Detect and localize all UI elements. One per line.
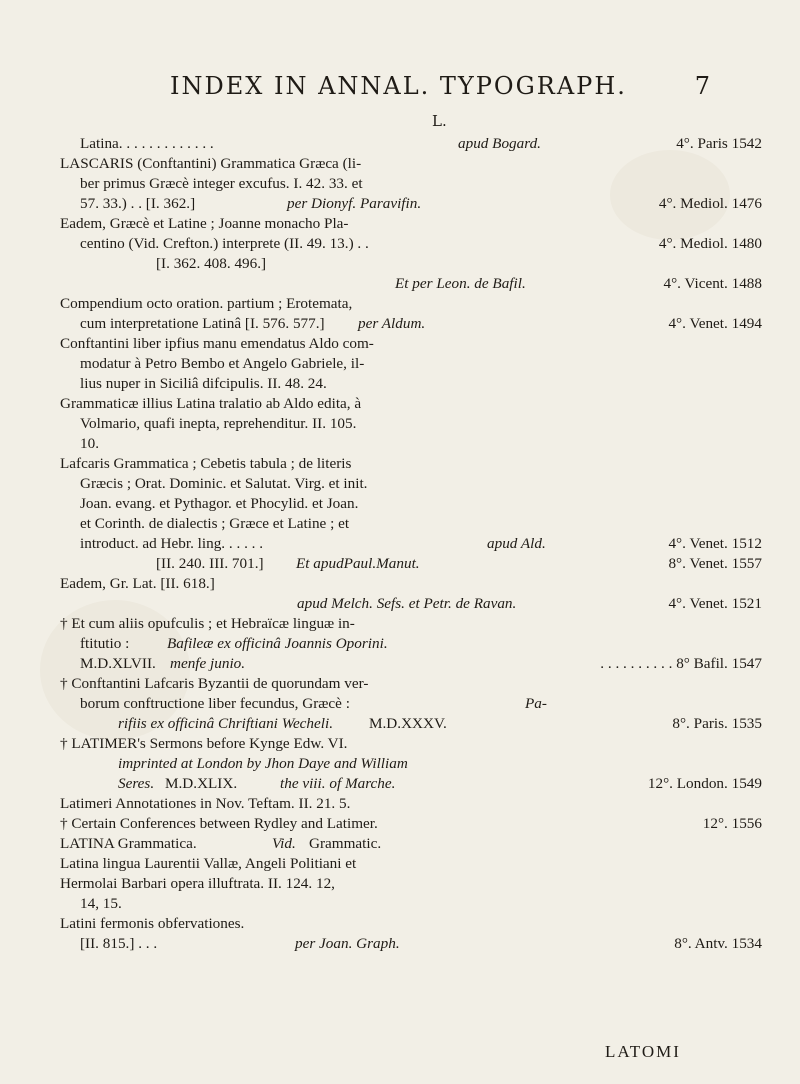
entry-printer: Pa-: [525, 695, 547, 712]
entry-line-text: Græcis ; Orat. Dominic. et Salutat. Virg. et init.: [80, 475, 368, 492]
entry-imprint: 4°. Vicent. 1488: [663, 275, 762, 292]
entry-line-text: cum interpretatione Latinâ [I. 576. 577.]: [80, 315, 325, 332]
entry-imprint: 8°. Antv. 1534: [674, 935, 762, 952]
entry-line-text: † Certain Conferences between Rydley and Latimer.: [60, 815, 378, 832]
entry-line-text: 57. 33.) . . [I. 362.]: [80, 195, 196, 212]
entry-line-text: LASCARIS (Conftantini) Grammatica Græca (li-: [60, 155, 362, 172]
entry-imprint: 8°. Paris. 1535: [672, 715, 762, 732]
entry-printer: per Joan. Graph.: [295, 935, 400, 952]
entry-line-text: Joan. evang. et Pythagor. et Phocylid. et Joan.: [80, 495, 359, 512]
entry-imprint: . . . . . . . . . . 8° Bafil. 1547: [600, 655, 762, 672]
entry-printer: Vid.: [272, 835, 296, 852]
running-header: [170, 72, 710, 100]
entry-imprint: 4°. Venet. 1512: [668, 535, 762, 552]
entry-line-text: 14, 15.: [80, 895, 122, 912]
entry-line-text: Eadem, Græcè et Latine ; Joanne monacho Pla-: [60, 215, 349, 232]
entry-imprint: 4°. Paris 1542: [676, 135, 762, 152]
entry-line-text: Hermolai Barbari opera illuftrata. II. 124. 12,: [60, 875, 335, 892]
entry-imprint: 4°. Mediol. 1476: [658, 195, 762, 212]
entry-line-text: Lafcaris Grammatica ; Cebetis tabula ; de literis: [60, 455, 352, 472]
entry-line-text: Volmario, quafi inepta, reprehenditur. II. 105.: [80, 415, 357, 432]
entry-printer: apud Bogard.: [458, 135, 541, 152]
entry-line-text: ftitutio :: [80, 635, 130, 652]
entry-printer: Bafileæ ex officinâ Joannis Oporini.: [167, 635, 388, 652]
entry-line-text: [II. 240. III. 701.]: [156, 555, 264, 572]
entry-imprint: 4°. Venet. 1494: [668, 315, 762, 332]
entry-line-text: et Corinth. de dialectis ; Græce et Latine ; et: [80, 515, 350, 532]
entry-imprint: 12°. London. 1549: [647, 775, 762, 792]
entry-date: Grammatic.: [309, 835, 382, 852]
entry-printer-extra: the viii. of Marche.: [280, 775, 396, 792]
entry-printer: apud Ald.: [487, 535, 546, 552]
entry-line-text: † Et cum aliis opufculis ; et Hebraïcæ linguæ in-: [60, 615, 355, 632]
entry-line-text: borum conftructione liber fecundus, Græcè :: [80, 695, 350, 712]
entry-line-text: modatur à Petro Bembo et Angelo Gabriele, il-: [80, 355, 365, 372]
entry-line-text: [I. 362. 408. 496.]: [156, 255, 267, 272]
header-title: INDEX IN ANNAL. TYPOGRAPH.: [170, 72, 627, 100]
entry-line-text: Conftantini liber ipfius manu emendatus Aldo com-: [60, 335, 374, 352]
entry-printer: menfe junio.: [170, 655, 246, 672]
page-number: 7: [694, 72, 710, 100]
entry-printer: imprinted at London by Jhon Daye and William: [118, 755, 408, 772]
entry-line-text: ber primus Græcè integer excufus. I. 42. 33. et: [80, 175, 363, 192]
catchword: LATOMI: [605, 1042, 681, 1061]
entry-line-text: LATINA Grammatica.: [60, 835, 197, 852]
entry-date: M.D.XXXV.: [369, 715, 447, 732]
entry-imprint: 12°. 1556: [702, 815, 762, 832]
entry-line-text: 10.: [80, 435, 99, 452]
entry-printer: Et apudPaul.Manut.: [296, 555, 420, 572]
entry-line-text: [II. 815.] . . .: [80, 935, 158, 952]
entry-date: M.D.XLIX.: [165, 775, 238, 792]
entry-line-text: centino (Vid. Crefton.) interprete (II. 49. 13.) . .: [80, 235, 369, 252]
entry-imprint: 4°. Venet. 1521: [668, 595, 762, 612]
entry-line-text: † Conftantini Lafcaris Byzantii de quorundam ver-: [60, 675, 369, 692]
entry-line-text: † LATIMER's Sermons before Kynge Edw. VI.: [60, 735, 348, 752]
entry-line-text: Compendium octo oration. partium ; Erotemata,: [60, 295, 353, 312]
entry-printer: apud Melch. Sefs. et Petr. de Ravan.: [297, 595, 517, 612]
entry-imprint: 4°. Mediol. 1480: [658, 235, 762, 252]
entry-line-text: Latini fermonis obfervationes.: [60, 915, 245, 932]
section-letter: L.: [432, 112, 447, 130]
entry-line-text: Grammaticæ illius Latina tralatio ab Aldo edita, à: [60, 395, 362, 412]
entry-line-text: M.D.XLVII.: [80, 655, 156, 672]
entry-line-text: Latina. . . . . . . . . . . . .: [80, 135, 214, 152]
entry-line-text: Latimeri Annotationes in Nov. Teftam. II. 21. 5.: [60, 795, 351, 812]
entry-printer: per Dionyf. Paravifin.: [287, 195, 422, 212]
entry-printer: per Aldum.: [358, 315, 426, 332]
entry-line-text: introduct. ad Hebr. ling. . . . . .: [80, 535, 264, 552]
entry-line-text: lius nuper in Siciliâ difcipulis. II. 48. 24.: [80, 375, 327, 392]
entry-line-text: Latina lingua Laurentii Vallæ, Angeli Politiani et: [60, 855, 357, 872]
entry-printer: Et per Leon. de Bafil.: [395, 275, 526, 292]
entry-imprint: 8°. Venet. 1557: [668, 555, 762, 572]
entry-printer: Seres.: [118, 775, 155, 792]
entry-line-text: Eadem, Gr. Lat. [II. 618.]: [60, 575, 215, 592]
entry-printer: rifiis ex officinâ Chriftiani Wecheli.: [118, 715, 333, 732]
